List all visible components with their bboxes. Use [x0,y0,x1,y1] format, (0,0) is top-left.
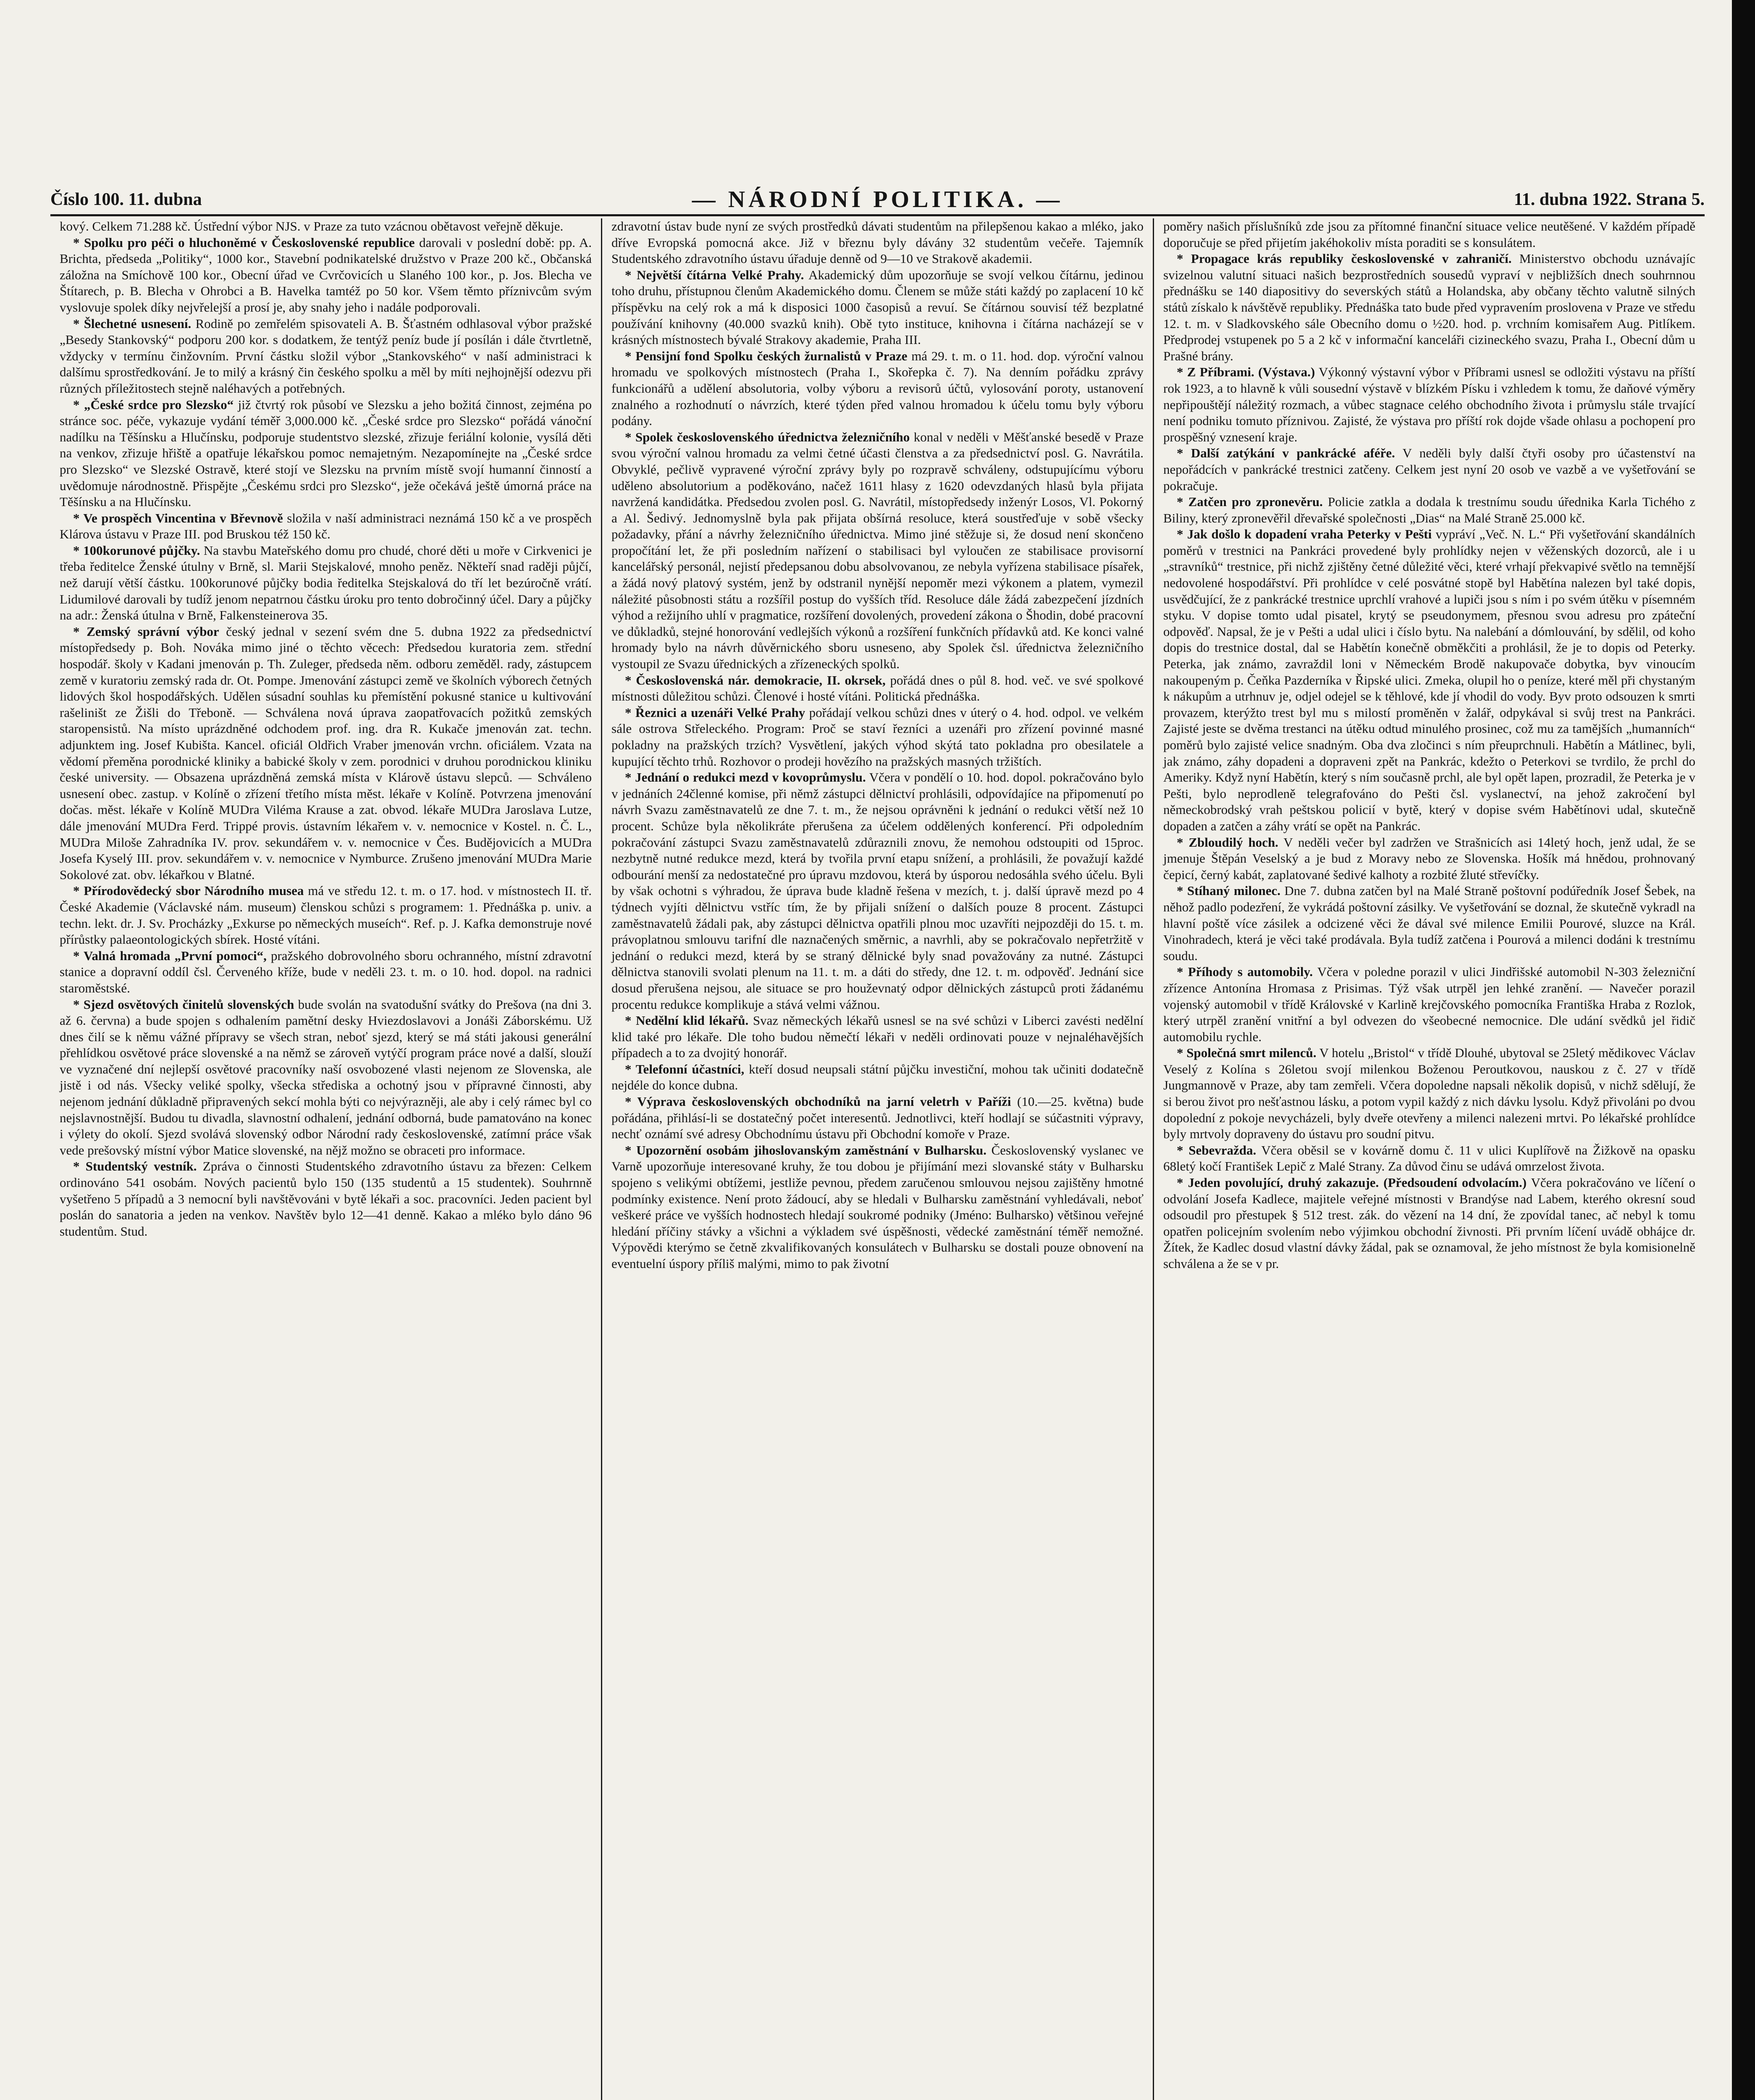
article-text: Včera pokračováno ve líčení o odvolání Josefa Kadlece, majitele veřejné místnosti v Brandýse nad Labem, kterého okresní soud odsoudil pro přestupek § 512 trest. zák. do vězení na 14 dní, že zpovídal tanec, ač nebyl k tomu opatřen policejním svolením nebo výjimkou obchodní živnosti. Při prvním líčení uvádě obhájce dr. Žítek, že Kadlec dosud vlastní dávky žádal, pak se oznamoval, že jeho místnost že byla komisionelně schválena a že se v pr. [1163,1175,1695,1271]
article-heading: * Další zatýkání v pankrácké aféře. [1177,446,1395,461]
article-paragraph [60,948,592,997]
article-text: Svaz německých lékařů usnesl se na své schůzi v Liberci zavésti nedělní klid také pro lékaře. Dle toho budou němečtí lékaři v neděli ordinovati pouze v nejnaléhavějších případech a to za dvojitý honorář. [611,1013,1144,1060]
article-paragraph [611,1094,1144,1142]
article-text: má ve středu 12. t. m. o 17. hod. v místnostech II. tř. České Akademie (Václavské nám. museum) členskou schůzi s programem: 1. Přednáška p. univ. a techn. lekt. dr. J. Sv. Procházky „Exkurse po německých museích“. Ref. p. J. Kafka demonstruje nové přírůstky palaeontologických sbírek. Hosté vítáni. [60,883,592,947]
article-paragraph [1163,964,1695,1045]
page-header [50,185,1705,216]
article-heading: * Přírodovědecký sbor Národního musea [73,883,304,898]
article-heading: * Spolku pro péči o hluchoněmé v Československé republice [73,235,415,250]
article-heading: * Valná hromada „První pomoci“, [73,948,267,963]
scan-edge [1732,0,1755,2100]
article-heading: * Jak došlo k dopadení vraha Peterky v Pešti [1177,527,1432,542]
column-2 [601,218,1153,2100]
article-heading: * 100korunové půjčky. [73,543,200,558]
article-text: darovali v poslední době: pp. A. Brichta, předseda „Politiky“, 1000 kor., Stavební podnikatelské družstvo v Praze 200 kč., Občanská záložna na Smíchově 100 kor., Obecní úřad ve Cvrčovicích u Slaného 100 kor., p. Jos. Blecha ve Štítarech, p. B. Blecha v Ohrobci a B. Havelka tamtéž po 50 kor. Všem těmto příznivcům svým vyslovuje spolek díky nejvřelejší a prosí je, aby snahy jeho i nadále podporovali. [60,235,592,315]
article-paragraph [1163,364,1695,445]
article-text: vypráví „Več. N. L.“ Při vyšetřování skandálních poměrů v trestnici na Pankráci provedené byly prohlídky nejen v věženských dozorců, ale i u „stravníků“ trestnice, při nichž zjištěny četné důležité věci, které vrhají překvapivé světlo na temnější nedovolené hospodářství. Při prohlídce v celé posvátné stopě byl Habětína nalezen byl také dopis, usvědčující, že z pankrácké trestnice uprchlí vrahové a lupiči jsou s ním i po svém útěku v písemném styku. V dopise tomto udal pisatel, krytý se pseudonymem, přesnou svou adresu pro zpáteční odpověď. Napsal, že je v Pešti a udal ulici i číslo bytu. Na nalebání a dómlouvání, by sdělil, od koho dopis do trestnice dostal, dal se Habětín konečně obměkčiti a prohlásil, že je to dopis od Peterky. Peterka, jak známo, zavraždil loni v Německém Brodě nakupovače dobytka, byv vinoucím nakoupeným p. Čeňka Pazderníka v Řipské ulici. Zmeka, olupil ho o peníze, které měl při chystaným k nákupům a utrhnuv je, odjel odejel se k těhlové, kde jí vhodil do vody. Byv proto odsouzen k smrti provazem, kterýžto trest byl mu s milostí proměněn v žalář, odpykával si svůj trest na Pankráci. Zajisté jeste se dvěma trestanci na útěku odtud minulého prosinec, což mu za tamějších „humanních“ poměrů bylo zajisté velice snadným. Oba dva zločinci s ním přeuprchnuli. Habětín a Mátlinec, byli, jak známo, záhy dopadeni a dopraveni zpět na Pankrác, kdežto o Peterkovi se tvrdilo, že prchl do Ameriky. Když nyní Habětín, který s ním současně prchl, ale byl opět lapen, prozradil, že Peterka je v Pešti, bylo neprodleně telegrafováno do Pešti čsl. vyslanectví, na jehož zakročení byl německobrodský vrah peštskou policií v bytě, který v dopise svém Habětínovi udal, skutečně dopaden a zatčen a záhy vrátí se opět na Pankrác. [1163,527,1695,833]
article-paragraph [60,883,592,948]
article-heading: * Pensijní fond Spolku českých žurnalistů v Praze [625,348,908,363]
article-heading: * Ve prospěch Vincentina v Břevnově [73,510,283,525]
article-columns [50,218,1705,2100]
article-heading: * Zemský správní výbor [73,624,219,639]
article-text: zdravotní ústav bude nyní ze svých prostředků dávati studentům na přilepšenou kakao a mléko, jako dříve Evropská pomocná akce. Již v březnu byly dávány 32 studentům večeře. Tajemník Studentského zdravotního ústavu úřaduje denně od 9—10 ve Strakově akademii. [611,219,1144,266]
article-paragraph [60,543,592,624]
article-text: Československý vyslanec ve Varně upozorňuje interesované kruhy, že tou dobou je přijímání mezi slovanské státy v Bulharsku spojeno s velikými obtížemi, jestliže pevnou, předem zaručenou smlouvou nejsou zajištěny hmotné podmínky existence. Není proto žádoucí, aby se hledali v Bulharsku zaměstnání vyhledávali, neboť veškeré práce ve vyšších hodnostech hledají soukromé podniky (Jméno: Bulharsko) většinou veřejné hledání příčiny stávky a všichni a výkladem své úspěšnosti, vědecké zaměstnání téměř nemožné. Výpovědi kterýmo se četně zkvalifikovaných konsulátech v Bulharsku se dostali pouze obnovení na eventuelní úspory příliš malými, mimo to pak životní [611,1142,1144,1271]
article-heading: * Jednání o redukci mezd v kovoprůmyslu. [625,770,866,785]
article-text: Včera v pondělí o 10. hod. dopol. pokračováno bylo v jednáních 24členné komise, při němž zástupci dělnictví prohlásili, odpovídajíce na připomenutí po návrh Svazu zaměstnavatelů ze dne 7. t. m., že nejsou oprávněni k jednání o redukci větší než 10 procent. Schůze byla několikráte přerušena za účelem oddělených konferencí. Při odpoledním pokračování zástupci Svazu zaměstnavatelů zdůraznili znovu, že nemohou odstoupiti od 15proc. nezbytně nutné redukce mezd, která by tvořila první etapu snížení, a prohlásili, že považují každé odbourání menší za nedostatečné pro úpravu mzdovou, která by úsporou nedosáhla svého účelu. Byli by však ochotni s výhradou, že úprava bude kladně řešena v mezích, t. j. další úpravě mezd po 4 týdnech vyjíti dělnictvu vstříc tím, že by přijali snížení o dalších pouze 8 procent. Zástupci zaměstnavatelů žádali pak, aby zástupci dělnictva opatřili plnou moc uzavříti nejpozději do 15. t. m. právoplatnou smlouvu tarifní dle naznačených směrnic, a navrhli, aby se pokračovalo nepřetržitě v jednání o redukci mezd, která by se straný dělnické byly snad považovány za nutné. Zástupci dělnictva stanovili svolati plenum na 11. t. m. a dáti do středy, dne 12. t. m. odpověď. Jednání sice dosud přerušena nejsou, ale situace se pro houževnatý odpor dělnických zástupců proti žádanému procentu redukce komplikuje a stává velmi vážnou. [611,770,1144,1012]
article-heading: * Šlechetné usnesení. [73,316,192,331]
article-heading: * Spolek československého úřednictva železničního [625,429,910,444]
article-paragraph [1163,251,1695,364]
article-paragraph [60,510,592,543]
column-1 [50,218,601,2100]
article-text: poměry našich příslušníků zde jsou za přítomné finanční situace velice neutěšené. V každém případě doporučuje se před přijetím jakéhokoliv místa poraditi se s konsulátem. [1163,219,1695,250]
article-paragraph [1163,1045,1695,1142]
article-paragraph [1163,526,1695,834]
article-text: (10.—25. května) bude pořádána, přihlásí-li se dostatečný počet interesentů. Jednotlivci, kteří hodlají se súčastniti výpravy, nechť oznámí své adresy Obchodnímu ústavu při Obchodní komoře v Praze. [611,1094,1144,1142]
article-paragraph [60,997,592,1159]
article-text: V hotelu „Bristol“ v třídě Dlouhé, ubytoval se 25letý mědikovec Václav Veselý z Kolína s 26letou svojí milenkou Boženou Peroutkovou, nauskou z č. 27 v třídě Jungmannově v Praze, aby tam zemřeli. Včera dopoledne napsali několik dopisů, v nichž sdělují, že si berou život pro nešťastnou lásku, a potom vypil každý z nich dávku lysolu. Když přivoláni po dvou dopolední z pokoje nevycházeli, byly dveře otevřeny a milenci nalezeni mrtvi. Po lékařské prohlídce byly mrtvoly dopraveny do ústavu pro soudní pitvu. [1163,1045,1695,1142]
article-text: V neděli byly další čtyři osoby pro účastenství na nepořádcích v pankrácké trestnici zatčeny. Celkem jest nyní 20 osob ve vazbě a ve vyšetřování se pokračuje. [1163,446,1695,493]
article-heading: * Společná smrt milenců. [1177,1045,1317,1060]
article-heading: * „České srdce pro Slezsko“ [73,397,234,412]
article-text: má 29. t. m. o 11. hod. dop. výroční valnou hromadu ve spolkových místnostech (Praha I., Skořepka č. 7). Na denním pořádku zprávy funkcionářů a udělení absolutoria, volby výboru a revisorů účtů, vylosování poroty, ustanovení znalného a rozhodnutí o návrzích, které týden před valnou hromadou k účelu tomu byly výboru podány. [611,348,1144,428]
article-heading: * Sebevražda. [1177,1142,1257,1158]
column-3 [1153,218,1705,2100]
article-heading: * Upozornění osobám jihoslovanským zaměstnání v Bulharsku. [625,1142,987,1158]
article-text: složila v naší administraci neznámá 150 kč a ve prospěch Klárova ústavu v Praze III. pod Bruskou též 150 kč. [60,510,592,542]
article-heading: * Sjezd osvětových činitelů slovenských [73,997,294,1012]
article-paragraph [611,1013,1144,1061]
article-heading: * Nedělní klid lékařů. [625,1013,749,1028]
article-paragraph [611,1142,1144,1272]
article-paragraph [611,267,1144,348]
article-text: V neděli večer byl zadržen ve Strašnicích asi 14letý hoch, jenž udal, že se jmenuje Štěpán Veselský a je bud z Moravy nebo ze Slovenska. Hošík má hnědou, prohnovaný čepicí, černý kabát, zaplatované šedivé kalhoty a rozbité žluté střevíčky. [1163,835,1695,882]
article-text: Rodině po zemřelém spisovateli A. B. Šťastném odhlasoval výbor pražské „Besedy Stankovský“ podporu 200 kor. s dodatkem, že tentýž peníz bude jí posílán i dále čtvrtletně, vždycky v termínu činžovním. První částku složil výbor „Stankovského“ v naší administraci k dalšímu sprostředkování. Je to milý a krásný čin českého spolku a měl by míti nejhojnější odezvu při různých příležitostech stejně naléhavých a potřebných. [60,316,592,396]
article-paragraph [60,218,592,235]
article-heading: * Československá nár. demokracie, II. okrsek, [625,672,886,688]
article-heading: * Zbloudilý hoch. [1177,835,1278,850]
article-paragraph [611,672,1144,705]
article-heading: * Jeden povolující, druhý zakazuje. (Předsoudení odvolacím.) [1177,1175,1527,1190]
article-paragraph [60,1158,592,1239]
article-heading: * Řeznici a uzenáři Velké Prahy [625,705,805,720]
article-paragraph [611,1061,1144,1094]
article-heading: * Výprava československých obchodníků na jarní veletrh v Paříži [625,1094,1011,1109]
article-paragraph [1163,1142,1695,1175]
article-text: kteří dosud neupsali státní půjčku investiční, mohou tak učiniti dodatečně nejdéle do konce dubna. [611,1061,1144,1093]
article-text: pořádá dnes o půl 8. hod. več. ve své spolkové místnosti důležitou schůzi. Členové i hosté vítáni. Politická přednáška. [611,672,1144,704]
article-paragraph [1163,835,1695,883]
article-heading: * Z Příbrami. (Výstava.) [1177,365,1315,380]
article-text: Včera oběsil se v kovárně domu č. 11 v ulici Kuplířově na Žižkově na opasku 68letý kočí František Lepič z Malé Strany. Za důvod činu se udává omrzelost života. [1163,1142,1695,1174]
article-text: již čtvrtý rok působí ve Slezsku a jeho božitá činnost, zejména po stránce soc. péče, vykazuje vydání téměř 3,000.000 kč. „České srdce pro Slezsko“ pořádá vánoční nadílku na Těšínsku a Hlučínsku, podporuje studentstvo slezské, zřizuje feriální kolonie, vysílá děti na venkov, zřizuje hřiště a opatřuje lékařskou pomoc nemajetným. Nezapomínejte na „České srdce pro Slezsko“ ve Slezské Ostravě, které stojí ve Slezsku na prvním místě svojí humanní činností a uvědomuje národnostně. Přispějte „Českému srdci pro Slezsko“, ježe očekává ještě úmorná práce na Těšínsku a na Hlučínsku. [60,397,592,509]
article-text: Výkonný výstavní výbor v Příbrami usnesl se odložiti výstavu na příští rok 1923, a to hlavně k vůli sousední výstavě v blízkém Písku i vzhledem k tomu, že daňové výměry nepřipouštějí náležitý rozmach, a vůbec stagnace celého obchodního života i průmyslu stále trvající není podniku tomuto příznivou. Zajisté, že výstava pro příští rok dojde všade ohlasu a pochopení pro prospěšný vznesení kraje. [1163,365,1695,444]
article-heading: * Zatčen pro zpronevěru. [1177,494,1323,509]
article-text: kový. Celkem 71.288 kč. Ústřední výbor NJS. v Praze za tuto vzácnou obětavost veřejně děkuje. [60,219,564,234]
article-paragraph [1163,445,1695,494]
article-heading: * Největší čítárna Velké Prahy. [625,267,804,282]
article-text: konal v neděli v Měšťanské besedě v Praze svou výroční valnou hromadu za velmi četné účasti členstva a za předsednictví posl. G. Navrátila. Obvyklé, pečlivě vypravené výroční zprávy byly po rozpravě schváleny, odstupujícímu výboru uděleno absolutorium a poděkováno, načež 1611 hlasy z 1620 odevzdaných hlasů byla přijata navržená kandidátka. Předsedou zvolen posl. G. Navrátil, místopředsedy inženýr Losos, Vl. Pokorný a Al. Šedivý. Jednomyslně byla pak přijata obšírná resoluce, která soustřeďuje v sobě všecky požadavky, přání a návrhy železničního úřednictva. Mimo jiné stěžuje si, že dosud není skončeno propočítání let, že při posledním nařízení o stabilisaci byl vyloučen ze stabilisace provisorní kancelářský personál, nejistí předepsanou dobu absolvovanou, ze nebyla vyřízena stabilisace písařek, a žádá nový platový systém, jenž by odstranil nynější nepoměr mezi výkonem a platem, vymezil náležité působnosti státu a rozšířil postup do vyšších tříd. Resoluce dále žádá zabezpečení jízdních výhod a režijního uhlí v pragmatice, rozšíření dovolených, provedení zákona o Šhodin, dobé pracovní ve důkladků, stejné honorování vedlejších výkonů a rozšíření funkčních přídavků atd. Ke konci valné hromady bylo na návrh důvěrnického sboru usneseno, aby Spolek čsl. úřednictva železničního vystoupil ze Svazu úřednických a zřízeneckých spolků. [611,429,1144,672]
header-date-page: 11. dubna 1922. Strana 5. [1514,190,1705,209]
article-text: Ministerstvo obchodu uznávajíc svizelnou valutní situaci našich bezprostředních sousedů vypraví v nejbližších dnech souhrnnou přednášku se 140 diapositivy do severských států a Holandska, aby občany těchto valutně silných států získalo k návštěvě republiky. Přednáška tato bude před vypravením proslovena v Praze ve středu 12. t. m. v Sladkovského sále Obecního domu o ½20. hod. p. vrchním komisařem Aug. Pitlíkem. Předprodej vstupenek po 5 a 2 kč v informační kanceláři cizineckého svazu, Praha I., Obecní dům u Prašné brány. [1163,251,1696,363]
article-text: Dne 7. dubna zatčen byl na Malé Straně poštovní podúředník Josef Šebek, na něhož padlo podezření, že vykrádá poštovní zásilky. Ve vyšetřování se doznal, že skutečně vykradl na hlavní poště více zásilek a odcizené věci že dával své milence Emilii Pourové, sluzce na Král. Vinohradech, která je věci také prodávala. Byla tudíž zatčena i Pourová a milenci dodáni k trestnímu soudu. [1163,883,1695,963]
article-text: Policie zatkla a dodala k trestnímu soudu úřednika Karla Tichého z Biliny, který zpronevěřil dřevařské společnosti „Dias“ na Malé Straně 25.000 kč. [1163,494,1695,525]
header-issue: Číslo 100. 11. dubna [50,190,202,209]
article-heading: * Telefonní účastníci, [625,1061,745,1076]
article-text: bude svolán na svatodušní svátky do Prešova (na dni 3. až 6. června) a bude spojen s odhalením pamětní desky Hviezdoslavovi a Jonáši Záborskému. Už dnes čilí se k němu vážné přípravy se všech stran, neboť sjezd, který se má státi jakousi generální přehlídkou osvětové práce slovenské a na němž se zároveň vytýčí program práce nové a další, slouží ve vyznačené dní nejlepší osvětové pracovníky naší osvobozené vlasti nejenom ze Slovenska, ale jistě i od nás. Všecky veliké spolky, všecka střediska a ochotný jsou v přípravné činnosti, aby nejenom jednání důkladně připravených sekcí mohla býti co nejvýrazněji, ale aby i celý rámec byl co nejslavnostnější. Budou tu divadla, slavnostní odhalení, jednání odborná, bude pamatováno na konec i výlety do okolí. Sjezd svolává slovenský odbor Národní rady československé, zatímní práce však vede prešovský místní výbor Matice slovenské, na nějž možno se obraceti pro informace. [60,997,592,1158]
article-paragraph [60,235,592,316]
article-text: český jednal v sezení svém dne 5. dubna 1922 za předsednictví místopředsedy p. Boh. Nováka mimo jiné o těchto věcech: Předsedou kuratoria zem. střední hospodář. školy v Kadani jmenován p. Th. Zuleger, předseda něm. odboru zeměděl. rady, zástupcem země v kuratoriu zemský rada dr. Ot. Pompe. Jmenování zástupci země ve školních výborech četných lidových škol hospodářských. Udělen súsadní souhlas ku přemístění pokusné stanice u kultivování rašeliništ ze Žišli do Třeboně. — Schválena nová úprava zaopatřovacích požitků zemských staropensistů. Na místo uprázdněné odchodem prof. ing. dra R. Kukače jmenován zat. techn. adjunktem ing. Josef Kubišta. Kancel. oficiál Oldřich Vraber jmenován vrchn. oficiálem. Vzata na vědomí přeměna porodnické kliniky a babické školy v zem. porodnici v druhou porodnickou kliniku české university. — Obsazena uprázdněná zemská místa v Klárově ústavu slepců. — Schváleno usnesení obec. zastup. v Kolíně o zřízení třetího místa měst. lékaře v Kolíně. Potvrzena jmenování dočas. měst. lékaře v Kolíně MUDra Viléma Krause a zat. obvod. lékaře MUDra Jaroslava Lutze, dále jmenování MUDra Ferd. Trippé provis. ústavním lékařem v. v. nemocnice v Kostel. n. Č. L., MUDra Miloše Zahradníka IV. prov. sekundářem v. v. nemocnice v Čes. Budějovicích a MUDra Josefa Kyselý III. prov. sekundářem v. v. nemocnice v Nymburce. Zrušeno jmenování MUDra Marie Sokolové zat. obv. lékařkou v Blatné. [60,624,592,882]
article-paragraph [1163,1175,1695,1272]
article-paragraph [60,316,592,397]
article-paragraph [611,348,1144,429]
article-heading: * Příhody s automobily. [1177,964,1313,979]
article-text: Na stavbu Mateřského domu pro chudé, choré děti u moře v Cirkvenici je třeba ředitelce Ženské útulny v Brně, sl. Marii Stejskalové, mnoho peněz. Někteří snad raději půjčí, než darují větší částku. 100korunové půjčky bodia ředitelka Stejskalová do tří let bezúročně vrátí. Lidumilové darovali by tudíž jenom nepatrnou částku úroku pro tento dobročinný účel. Dary a půjčky na adr.: Ženská útulna v Brně, Falkensteinerova 35. [60,543,592,623]
article-text: pořádají velkou schůzi dnes v úterý o 4. hod. odpol. ve velkém sále ostrova Střeleckého. Program: Proč se staví řezníci a uzenáři pro zřízení povinné masné pokladny na pražských trzích? Vysvětlení, jakých výhod skýtá tato pokladna pro obesilatele a kupující těchto trhů. Rozhovor o prodeji hovězího na pražských masných tržištích. [611,705,1144,769]
article-paragraph [611,705,1144,769]
article-paragraph [611,429,1144,672]
article-paragraph [60,624,592,883]
article-heading: * Propagace krás republiky československé v zahraničí. [1177,251,1512,266]
article-heading: * Stíhaný milonec. [1177,883,1280,898]
article-text: Akademický dům upozorňuje se svojí velkou čítárnu, jedinou toho druhu, přístupnou členům Akademického domu. Členem se může státi každý po zaplacení 10 kč příspěvku na celý rok a má k disposici 1000 časopisů a revuí. Se čítárnou souvisí též bezplatné používání knihovny (40.000 svazků knih). Obě tyto instituce, knihovna i čítárna nacházejí se v krásných místnostech bývalé Strakovy akademie, Praha III. [611,267,1144,347]
article-paragraph [60,397,592,510]
article-paragraph [611,218,1144,267]
article-paragraph [1163,218,1695,251]
article-paragraph [1163,883,1695,964]
masthead-title: — NÁRODNÍ POLITIKA. — [692,186,1063,213]
article-text: Zpráva o činnosti Studentského zdravotního ústavu za březen: Celkem ordinováno 541 osobám. Nových pacientů bylo 150 (135 studentů a 15 studentek). Souhrnně vyšetřeno 5 případů a 3 nemocní byli navštěvováni v bytě lékaři a soc. pracovníci. Jeden pacient byl poslán do sanatoria a jeden na venkov. Navštěv bylo 12—41 denně. Kakao a mléko bylo dáno 96 studentům. Stud. [60,1159,592,1239]
article-text: pražského dobrovolného sboru ochranného, místní zdravotní stanice a dopravní oddíl čsl. Červeného kříže, bude v neděli 23. t. m. o 10. hod. dopol. na radnici staroměstské. [60,948,592,995]
article-heading: * Studentský vestník. [73,1159,197,1174]
article-text: Včera v poledne porazil v ulici Jindřišské automobil N-303 železniční zřízence Antonína Hromasa z Prisimas. Týž však utrpěl jen lehké zranění. — Navečer porazil vojenský automobil v třídě Královské v Karlině krejčovského pomocníka Františka Hraba z Rozlok, který utrpěl zranění vnitřní a byl odvezen do všeobecné nemocnice. Dle udání svědků jel řidič automobilu rychle. [1163,964,1695,1044]
article-paragraph [1163,494,1695,526]
article-paragraph [611,769,1144,1013]
